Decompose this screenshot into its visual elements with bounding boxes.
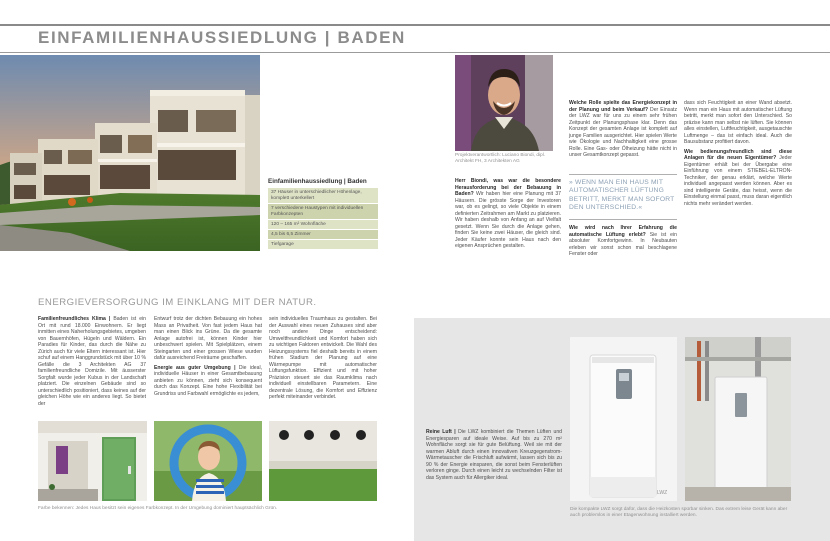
interview-q3: [569, 225, 677, 258]
interview-column-3: [684, 100, 792, 207]
architect-portrait-photo: [455, 55, 553, 151]
interview-question: Welche Rolle spielte das Energiekonzept in der Planung und beim Verkauf?: [569, 100, 677, 113]
fact-row: 37 Häuser in unterschiedlicher Höhenlage, komplett unterkellert: [268, 188, 378, 203]
pull-quote: » WENN MAN EIN HAUS MIT AUTOMATISCHER LÜFTUNG BETRITT, MERKT MAN SOFORT DEN UNTERSCHIED.«: [569, 179, 675, 211]
product-text: [426, 429, 562, 481]
header-rule-top: [0, 24, 830, 26]
section-title: ENERGIEVERSORGUNG IM EINKLANG MIT DER NATUR.: [38, 297, 317, 308]
interview-column-2: [569, 100, 677, 159]
photo-house-doors: [38, 421, 147, 501]
interview-question: Wie bedienungsfreundlich sind diese Anlagen für die neuen Eigentümer?: [684, 148, 792, 161]
interview-answer: Sie ist ein absoluter Komfortgewinn. In Neubauten erleben wir sonst schon mal beschlagene Fenster oder: [569, 231, 677, 257]
photo-child-playing: [154, 421, 262, 501]
interview-question: Wie wird nach Ihrer Erfahrung die automatische Lüftung erlebt?: [569, 225, 677, 238]
facts-title: Einfamilienhaussiedlung | Baden: [268, 178, 367, 185]
interview-answer: dass sich Feuchtigkeit an einer Wand absetzt. Wenn man ein Haus mit automatischer Lüftung betritt, merkt man sofort den Unterschied. So präzise kann man selbst nie lüften. Sie können alles einstellen, Luftfeuchtigkeit, ausgetauschte Luftmenge – das ist einfach ideal. Auch die Bausubstanz profitiert davon.: [684, 100, 792, 145]
paragraph-lead: Energie aus guter Umgebung |: [154, 364, 236, 371]
paragraph-text: sein individuelles Traumhaus zu gestalten. Bei der Auswahl eines neuen Zuhauses sind aber noch andere Dinge entscheidend: Umweltfreundlichkeit und Komfort haben sich zu wichtigen Faktoren entwickelt. Die Wahl des Heizungssystems fiel deshalb bereits in einem frühen Stadium der Planung auf eine Wärmepumpe mit automatischer Lüftungsfunktion. Effizient und mit hoher Präzision steuert sie das Raumklima nach individuell einstellbaren Parametern. Eine dezentrale Lösung, die Komfort und Effizienz perfekt miteinander verbindet.: [269, 316, 377, 400]
body-column-2: [154, 316, 262, 397]
photo-wall-and-lawn: [269, 421, 377, 501]
product-caption: Die kompakte LWZ sorgt dafür, dass die Heizkosten spürbar sinken. Das extrem leise Gerät kann aber auch problemlos in einer Etagenwohnung installiert werden.: [570, 507, 788, 518]
product-lead: Reine Luft |: [426, 429, 456, 435]
interview-question: Herr Biondi, was war die besondere Herausforderung bei der Bebauung in Baden?: [455, 178, 561, 197]
paragraph-lead: Familienfreundliches Klima |: [38, 316, 111, 322]
interview-answer: Jeder Eigentümer erhält bei der Übergabe eine Einführung von einem STIEBEL-ELTRON-Techniker, der genau erklärt, welche Werte individuell angepasst werden können. Aber es sind intelligente Geräte, das heisst, wenn die Einstellung einmal passt, muss daran eigentlich nichts mehr verändert werden.: [684, 155, 792, 207]
interview-answer: Wir haben hier eine Planung mit 37 Häusern. Die grösste Sorge der Investoren war, ob es gelingt, so viele Objekte in einem definierten Zeitrahmen am Markt zu platzieren. Wir haben deshalb von Anfang an auf Vielfalt gesetzt. Wenn Sie durch die Anlage gehen, finden Sie keine zwei Häuser, die gleich sind. Jeder Käufer konnte sein Haus nach den eigenen Ansprüchen gestalten.: [455, 191, 561, 249]
paragraph-text: Die ideal, individuelle Häuser in einer Gesamtbebauung anbieten zu können, zieht sich konsequent durch das Konzept. Eine hohe Flexibilität bei Grundriss und Farbwahl ermöglichte es jedem,: [154, 364, 262, 397]
fact-row: 7 verschiedene Haustypen mit individuellen Farbkonzepten: [268, 204, 378, 219]
paragraph-text: Entwurf trotz der dichten Bebauung ein hohes Mass an Privatheit. Von fast jedem Haus hat man einen Blick ins Grüne. Da die gesamte Anlage autofrei ist, können Kinder hier unbeschwert spielen. Mit Spielplätzen, einem Steingarten und einer grossen Wiese wurden dafür ausreichend Freiräume geschaffen.: [154, 316, 262, 361]
photos-caption: Farbe bekennen: Jedes Haus besitzt sein eigenes Farbkonzept. In der Umgebung dominiert hauptsächlich Grün.: [38, 506, 278, 511]
photo-lwz-installed: [685, 337, 791, 501]
paragraph-text: Baden ist ein Ort mit rund 18.000 Einwohnern. Er liegt inmitten eines Naherholungsgebietes, umgeben von Bauernhöfen, Hügeln und Wäldern. Ein Paradies für Kinder, das durch die Nähe zu Zürich auch für viele Eltern interessant ist. Hier schuf auf einem Hanggrundstück mit über 10 % Gefälle die 3 Architekten AG 37 familienfreundliche Domizile. Mit äusserster Sorgfalt wurde jeder Kubus in der Landschaft platziert. Die einzelnen Gebäude sind so unterschiedlich positioniert, dass keines auf der gleichen Höhe wie ein anderes liegt. So bietet der: [38, 316, 146, 407]
quote-rule-top: [569, 174, 677, 175]
interview-column-1: [455, 178, 561, 250]
product-description: Die LWZ kombiniert die Themen Lüften und Energiesparen auf ideale Weise. Auf bis zu 270 m² Wohnfläche sorgt sie für gute Belüftung. Weil sie mit der warmen Abluft durch einen innovativen Kreuzgegenstrom-Wärmetauscher die Frischluft aufwärmt, lassen sich bis zu 90 % der Energie einsparen, die sonst beim Fensterlüften verloren ginge. Durch einen leicht zu wechselnden Filter ist das System auch für Allergiker ideal.: [426, 429, 562, 481]
body-column-3: [269, 316, 377, 401]
body-column-1: [38, 316, 146, 407]
quote-rule-bottom: [569, 219, 677, 220]
header-rule-bottom: [0, 52, 830, 53]
fact-row: 120 – 165 m² Wohnfläche: [268, 220, 378, 229]
fact-row: 4,5 bis 6,5 Zimmer: [268, 230, 378, 239]
fact-row: Tiefgarage: [268, 240, 378, 249]
hero-photo-houses: [0, 55, 260, 251]
device-label: LWZ: [657, 490, 668, 496]
portrait-caption: Projektverantwortlich: Luciano Biondi, dipl. Architekt FH, 3 Architekten AG: [455, 153, 546, 164]
page-title: EINFAMILIENHAUSSIEDLUNG | BADEN: [38, 28, 406, 47]
interview-answer: Der Einsatz der LWZ war für uns zu einem sehr frühen Zeitpunkt der Planungsphase klar. Denn das Konzept der gesamten Anlage ist komplett auf junge Familien ausgerichtet. Hier spielen Werte wie Ökologie und Nachhaltigkeit eine grosse Rolle. Eine Gas- oder Ölheizung hätte nicht in unser Gesamtkonzept gepasst.: [569, 106, 678, 158]
photo-lwz-device: [570, 337, 677, 501]
facts-box: [268, 178, 378, 250]
